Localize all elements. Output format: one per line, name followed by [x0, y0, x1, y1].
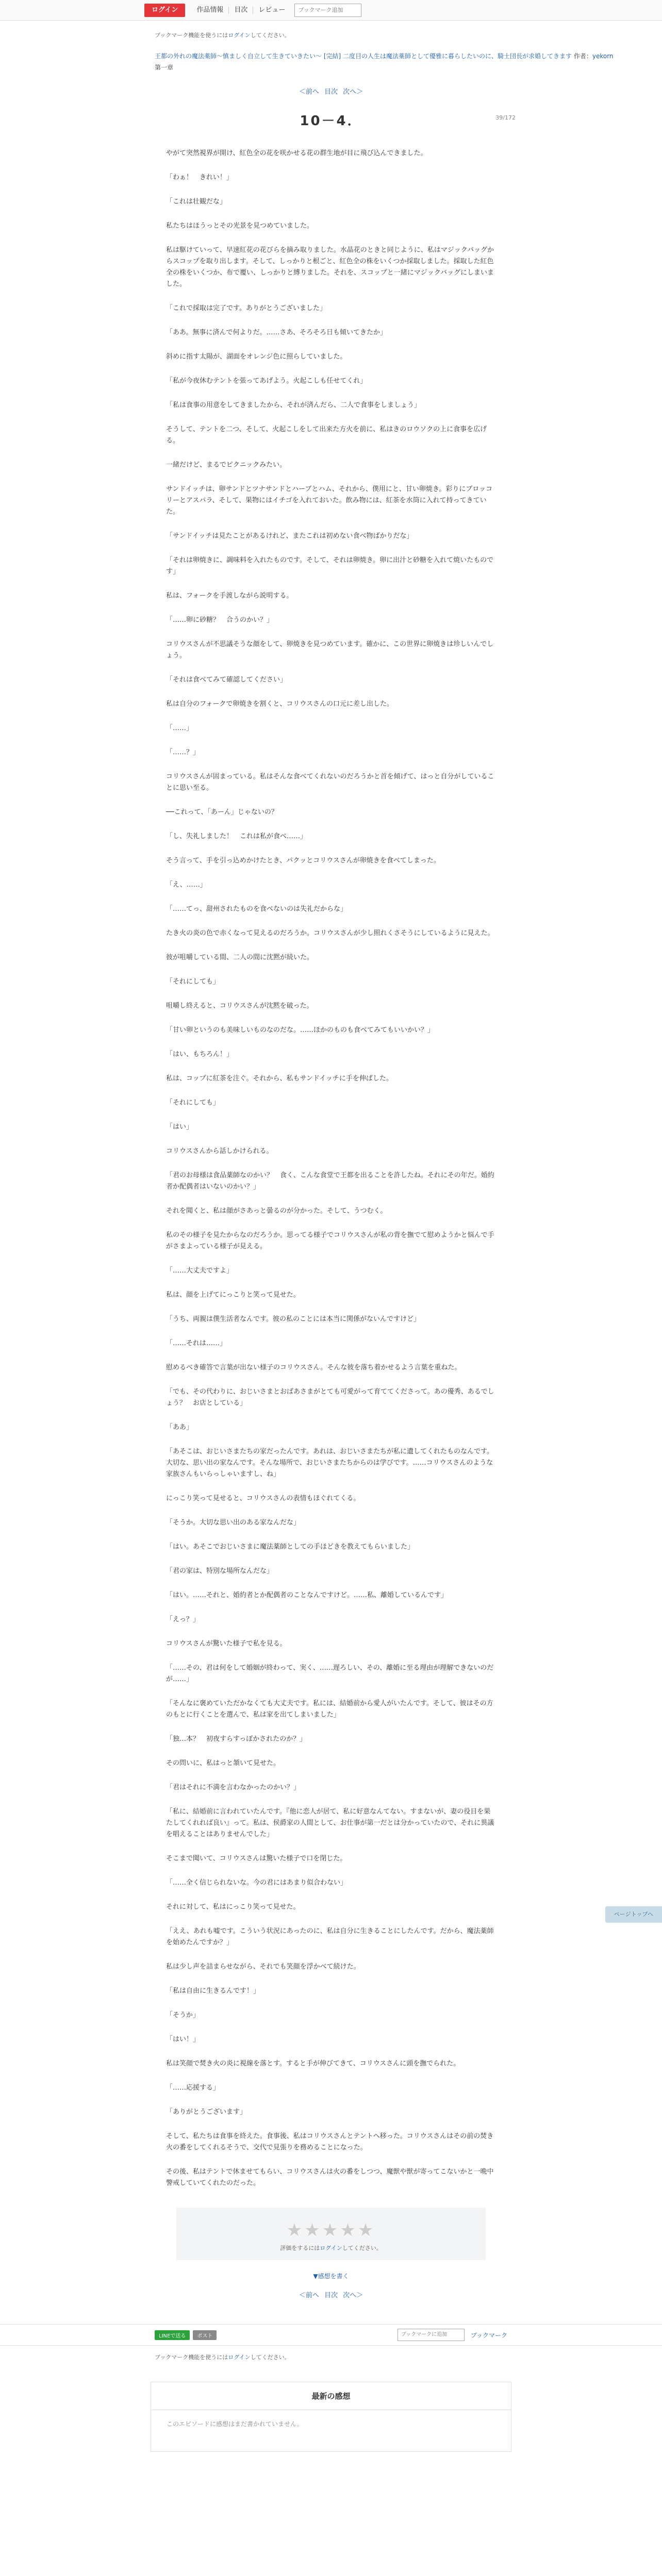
paragraph: 「そんなに褒めていただかなくても大丈夫です。私には、結婚前から愛人がいたんです。そして、彼はその方のもとに行くことを選んで、私は家を出てしまいました」 — [166, 1700, 493, 1719]
login-link[interactable]: ログイン — [228, 32, 251, 39]
paragraph: 「あそこは、おじいさまたちの家だったんです。あれは、おじいさまたちが私に遺してくれたものなんです。大切な、思い出の家なんです。そんな場所で、おじいさまたちからのは学びです。……コリウスさんのような家族さんもいらっしゃいますし、ね」 — [166, 1448, 493, 1478]
review-box — [151, 2382, 511, 2452]
paragraph: 「そうか」 — [166, 2011, 200, 2019]
paragraph: 私は笑顔で焚き火の炎に視線を落とす。すると手が伸びてきて、コリウスさんに頭を撫でられた。 — [166, 2060, 460, 2067]
bookmark-notice — [155, 31, 662, 39]
paragraph: コリウスさんが固まっている。私はそんな食べてくれないのだろうかと首を傾げて、はっと自分がしていることに思い至る。 — [166, 773, 494, 792]
paragraph: 「はい！」 — [166, 2036, 200, 2043]
review-body: このエピソードに感想はまだ書かれていません。 — [167, 2420, 303, 2428]
paragraph: 「……？」 — [166, 749, 200, 756]
paragraph: 「……全く信じられないな。今の君にはあまり似合わない」 — [166, 1879, 347, 1887]
review-heading: 最新の感想 — [151, 2382, 511, 2410]
next-link[interactable]: 次へ＞ — [343, 88, 363, 96]
paragraph: そこまで聞いて、コリウスさんは驚いた様子で口を閉じた。 — [166, 1855, 347, 1862]
nav-review[interactable]: レビュー — [258, 6, 286, 14]
next-link-bottom[interactable]: 次へ＞ — [343, 2292, 363, 2299]
paragraph: 一緒だけど、まるでピクニックみたい。 — [166, 461, 287, 469]
paragraph: ──これって、「あーん」じゃないの？ — [166, 808, 278, 816]
rating-box — [176, 2208, 486, 2260]
paragraph: 「それは卵焼きに、調味料を入れたものです。そして、それは卵焼き。卵に出汁と砂糖を入れて焼いたものです」 — [166, 556, 494, 575]
episode-count: 39/172 — [495, 114, 516, 121]
paragraph: 「私は食事の用意をしてきましたから、それが済んだら、二人で食事をしましょう」 — [166, 401, 421, 409]
paragraph: 「それは食べてみて確認してください」 — [166, 676, 287, 684]
footer-bar — [0, 2324, 662, 2346]
bottom-pager — [0, 2290, 662, 2299]
top-bar — [0, 0, 662, 21]
login-button[interactable]: ログイン — [144, 4, 185, 17]
paragraph: 私は、フォークを手渡しながら説明する。 — [166, 592, 293, 600]
rating-note-text: 評価をするには — [280, 2245, 320, 2251]
episode-label: 第一章 — [155, 64, 174, 71]
paragraph: 私は、顔を上げてにっこりと笑って見せた。 — [166, 1291, 300, 1299]
paragraph: 「甘い卵というのも美味しいものなのだな。……ほかのものも食べてみてもいいかい？」 — [166, 1026, 435, 1034]
paragraph: 「これは壮観だな」 — [166, 198, 227, 206]
paragraph: 「そうか。大切な思い出のある家なんだな」 — [166, 1519, 301, 1527]
paragraph: 「君はそれに不満を言わなかったのかい？」 — [166, 1784, 301, 1791]
footer-notice — [155, 2353, 662, 2361]
paragraph: 「私が今夜休むテントを張ってあげよう。火起こしも任せてくれ」 — [166, 377, 367, 385]
toc-link[interactable]: 目次 — [324, 88, 338, 96]
notice-text-end: してください。 — [250, 32, 290, 39]
prev-link[interactable]: ＜前へ — [299, 88, 319, 96]
paragraph: 「私は自由に生きるんです！」 — [166, 1987, 260, 1995]
paragraph: 「はい。あそこでおじいさまに魔法薬師としての手ほどきを教えてもらいました」 — [166, 1543, 415, 1551]
paragraph: コリウスさんが不思議そうな顔をして、卵焼きを見つめています。確かに、この世界に卵焼きは珍しいんでしょう。 — [166, 640, 494, 659]
author-link[interactable]: yekorn — [592, 53, 614, 60]
paragraph: 私たちはほうっとその光景を見つめていました。 — [166, 222, 314, 230]
paragraph: 「……てっ、甜州されたものを食べないのは失礼だからな」 — [166, 905, 347, 913]
paragraph: 私は駆けていって、早速紅花の花びらを摘み取りました。水晶花のときと同じように、私はマジックバッグからスコップを取り出します。そして、しっかりと根ごと、紅色全の株をいくつか採取しました。採取した紅色全の株をいくつか、布で覆い、しっかりと縛りました。それを、スコップと一緒にマジックバッグにしまいました。 — [166, 246, 494, 288]
paragraph: 「わぁ！ きれい！」 — [166, 174, 233, 181]
paragraph: 慰めるべき確答で言葉が出ない様子のコリウスさん。そんな彼を落ち着かせるよう言葉を重ねた。 — [166, 1364, 461, 1371]
paragraph: 「それにしても」 — [166, 978, 220, 986]
paragraph: 「……」 — [166, 724, 193, 732]
paragraph: 彼が咀嚼している間、二人の間に沈黙が続いた。 — [166, 954, 314, 961]
paragraph: 斜めに指す太陽が、湖面をオレンジ色に照らしていました。 — [166, 353, 347, 361]
paragraph: それに対して、私はにっこり笑って見せた。 — [166, 1903, 300, 1911]
work-title-link[interactable]: 王都の外れの魔法薬師〜慎ましく自立して生きていきたい〜 [完結] 二度目の人生は魔法薬師として優雅に暮らしたいのに、騎士団長が求婚してきます — [155, 53, 572, 60]
paragraph: やがて突然視界が開け、紅色全の花を咲かせる花の群生地が目に飛び込んできました。 — [166, 149, 427, 157]
rating-note-end: してください。 — [342, 2245, 382, 2251]
paragraph: そうして、テントを二つ、そして、火起こしをして出来た方火を前に、私はきのロウソクの上に食事を広げる。 — [166, 426, 487, 445]
toc-link-bottom[interactable]: 目次 — [324, 2292, 338, 2299]
nav-work-info[interactable]: 作品情報 — [191, 7, 229, 14]
paragraph: 「……応援する」 — [166, 2084, 220, 2092]
paragraph: そして、私たちは食事を終えた。食事後、私はコリウスさんとテントへ移った。コリウスさんはその前の焚き火の番をしてくれるそうで、交代で見張りを務めることになった。 — [166, 2132, 494, 2151]
footer-notice-end: してください。 — [250, 2354, 290, 2361]
paragraph: 「……卵に砂糖？ 合うのかい？」 — [166, 616, 274, 624]
rating-login-link[interactable]: ログイン — [320, 2245, 342, 2251]
paragraph: そう言って、手を引っ込めかけたとき、パクッとコリウスさんが卵焼きを食べてしまった。 — [166, 857, 440, 865]
paragraph: たき火の炎の色で赤くなって見えるのだろうか。コリウスさんが少し照れくさそうにしているように見えた。 — [166, 929, 494, 937]
paragraph: 「ああ」 — [166, 1423, 193, 1431]
paragraph: コリウスさんが驚いた様子で私を見る。 — [166, 1640, 287, 1648]
x-share-button[interactable]: ポスト — [193, 2330, 217, 2340]
paragraph: にっこり笑って見せると、コリウスさんの表情もほぐれてくる。 — [166, 1495, 360, 1502]
paragraph: 「ええ、あれも嘘です。こういう状況にあったのに、私は自分に生きることにしたんです。だから、魔法薬師を始めたんですか？」 — [166, 1927, 494, 1946]
paragraph: 「はい」 — [166, 1123, 193, 1131]
paragraph: 「……それは……」 — [166, 1340, 227, 1347]
nav-toc[interactable]: 目次 — [229, 7, 253, 14]
write-review-link[interactable]: ▼感想を書く — [313, 2273, 349, 2280]
paragraph: 「し、失礼しました！ これは私が食べ……」 — [166, 833, 307, 840]
paragraph: 「これで採取は完了です。ありがとうございました」 — [166, 304, 326, 312]
line-share-button[interactable]: LINEで送る — [155, 2330, 190, 2340]
paragraph: 「でも、その代わりに、おじいさまとおばあさまがとても可愛がって育ててくださって。あの優秀、あるでしょう？ お店としている」 — [166, 1388, 494, 1407]
top-pager — [0, 86, 662, 96]
paragraph: 「ああ。無事に済んで何よりだ。……さあ、そろそろ日も傾いてきたか」 — [166, 329, 387, 336]
paragraph: それを聞くと、私は顔がさあっと曇るのが分かった。そして、うつむく。 — [166, 1207, 387, 1215]
novel-body — [166, 148, 496, 2189]
paragraph: 「えっ？」 — [166, 1616, 200, 1623]
paragraph: 私は、コップに紅茶を注ぐ。それから、私もサンドイッチに手を伸ばした。 — [166, 1075, 393, 1082]
work-title-area — [155, 52, 662, 61]
paragraph: 「……その、君は何をして婚姻が終わって、実く、……遅ろしい、その、離婚に至る理由が理解できないのだが……」 — [166, 1664, 494, 1683]
paragraph: 私は少し声を詰まらせながら、それでも笑顔を浮かべて続けた。 — [166, 1963, 360, 1971]
paragraph: 「私に、結婚前に言われていたんです。『他に恋人が居て、私に好意なんてない。すまないが、妻の役目を果たしてくれれば良い』って。私は、侯爵家の人間として、お仕事が第一だとは分かっていたので、それに異議を唱えることはありませんでした」 — [166, 1808, 494, 1838]
footer-bookmark — [398, 2329, 507, 2341]
footer-notice-text: ブックマーク機能を使うには — [155, 2354, 228, 2361]
paragraph: 「サンドイッチは見たことがあるけれど、またこれは初めない食べ物ばかりだな」 — [166, 532, 413, 540]
paragraph: 私は自分のフォークで卵焼きを割くと、コリウスさんの口元に差し出した。 — [166, 700, 393, 708]
paragraph: 「ありがとうございます」 — [166, 2108, 247, 2116]
paragraph: 私のその様子を見たからなのだろうか。思ってる様子でコリウスさんが私の背を撫でて慰めようかと悩んで手がさまよっている様子が見える。 — [166, 1231, 494, 1250]
page-top-button[interactable]: ページトップへ — [605, 1906, 662, 1923]
bookmark-input[interactable] — [294, 4, 361, 17]
prev-link-bottom[interactable]: ＜前へ — [299, 2292, 319, 2299]
bookmark-select[interactable]: ブックマークに追加 — [398, 2329, 465, 2341]
paragraph: 「独…本？ 初夜すらすっぽかされたのか？」 — [166, 1735, 307, 1743]
chapter-title: 10－4． — [300, 113, 362, 129]
paragraph: 「……大丈夫ですよ」 — [166, 1267, 234, 1275]
paragraph: 「君の家は、特別な場所なんだな」 — [166, 1567, 274, 1575]
author-prefix: 作者： — [573, 53, 592, 60]
paragraph: サンドイッチは、卵サンドとツナサンドとハーブとハム、それから、僕用にと、甘い卵焼き。彩りにブロッコリーとアスパラ、そして、果物にはイチゴを入れておいた。飲み物には、紅茶を水筒に入れて持ってきていた。 — [166, 485, 493, 516]
footer-login-link[interactable]: ログイン — [228, 2354, 251, 2361]
paragraph: 「はい。……それと、婚約者とか配偶者のことなんですけど。……私、離婚しているんです」 — [166, 1591, 448, 1599]
notice-text: ブックマーク機能を使うには — [155, 32, 228, 39]
paragraph: 「それにしても」 — [166, 1099, 220, 1107]
paragraph: 咀嚼し終えると、コリウスさんが沈黙を破った。 — [166, 1002, 313, 1010]
paragraph: その問いに、私はっと頷いて見せた。 — [166, 1759, 280, 1767]
bookmark-add-link[interactable]: ブックマーク — [470, 2331, 507, 2339]
paragraph: コリウスさんから話しかけられる。 — [166, 1147, 273, 1155]
paragraph: その後、私はテントで休ませてもらい、コリウスさんは火の番をしつつ、魔獣や獣が寄ってこないかと一晩中警戒していてくれたのだった。 — [166, 2168, 494, 2187]
paragraph: 「え、……」 — [166, 881, 207, 889]
paragraph: 「君のお母様は食品薬師なのかい？ 食く、こんな食堂で王都を出ることを許したね。それにその年だ。婚約者か配偶者はいないのかい？」 — [166, 1172, 494, 1191]
paragraph: 「はい、もちろん！」 — [166, 1050, 234, 1058]
rating-note — [176, 2244, 486, 2252]
paragraph: 「うち、両親は僕生活者なんです。彼の私のことには本当に関係がないんですけど」 — [166, 1315, 420, 1323]
share-buttons — [155, 2330, 217, 2340]
rating-stars[interactable]: ★★★★★ — [286, 2220, 376, 2241]
